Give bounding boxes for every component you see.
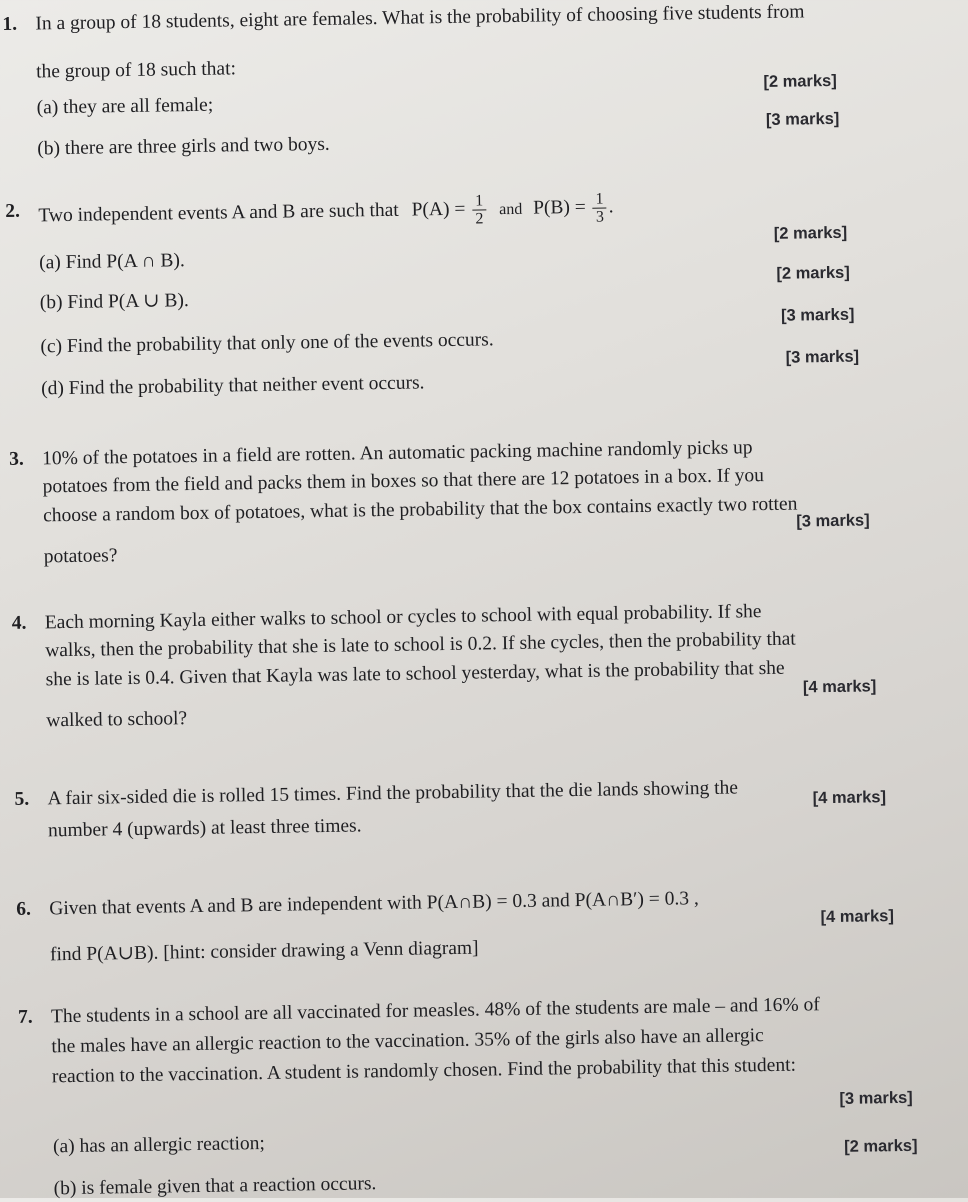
- question-text: she is late is 0.4. Given that Kayla was late to school yesterday, what is the probability that she: [45, 657, 785, 691]
- question-number: 5.: [14, 788, 30, 810]
- part-d: (d) Find the probability that neither event occurs.: [40, 372, 425, 400]
- marks-label: [3 marks]: [796, 511, 870, 531]
- marks-label: [2 marks]: [763, 71, 837, 92]
- question-number: 3.: [9, 448, 25, 470]
- question-text: The students in a school are all vaccinated for measles. 48% of the students are male – and 16% of: [50, 994, 820, 1028]
- question-text: the males have an allergic reaction to the vaccination. 35% of the girls also have an allergic: [51, 1025, 764, 1058]
- part-b: (b) Find P(A ∪ B).: [39, 290, 189, 314]
- denominator: 2: [475, 210, 484, 228]
- question-text: Two independent events A and B are such that P(A) = $\frac{1}{2}$ and P(B) = $\frac{1}{3}$ .: [38, 190, 614, 228]
- numerator: 1: [592, 190, 606, 208]
- fraction-one-half: [472, 192, 487, 227]
- question-text: reaction to the vaccination. A student is randomly chosen. Find the probability that this student:: [51, 1054, 797, 1088]
- marks-label: [3 marks]: [785, 347, 860, 367]
- marks-label: [2 marks]: [776, 263, 850, 283]
- marks-label: [2 marks]: [843, 1136, 918, 1156]
- question-number: 1.: [2, 13, 18, 35]
- question-number: 6.: [16, 898, 32, 920]
- marks-label: [4 marks]: [802, 677, 877, 697]
- marks-label: [3 marks]: [780, 305, 855, 325]
- question-text: Given that events A and B are independent with P(A∩B) = 0.3 and P(A∩B′) = 0.3 ,: [49, 888, 699, 920]
- pb-label: P(B) =: [532, 196, 587, 219]
- question-text: In a group of 18 students, eight are females. What is the probability of choosing five students from: [35, 1, 805, 35]
- marks-label: [4 marks]: [812, 788, 887, 808]
- marks-label: [2 marks]: [773, 223, 848, 243]
- intro-text: Two independent events A and B are such that: [38, 199, 399, 227]
- part-b: (b) there are three girls and two boys.: [37, 133, 330, 160]
- marks-label: [3 marks]: [765, 109, 840, 129]
- question-text: walks, then the probability that she is late to school is 0.2. If she cycles, then the probability that: [45, 628, 796, 662]
- denominator: 3: [595, 208, 605, 226]
- question-text: find P(A∪B). [hint: consider drawing a Venn diagram]: [49, 937, 479, 966]
- question-text: the group of 18 such that:: [35, 58, 237, 83]
- part-a: (a) Find P(A ∩ B).: [38, 250, 186, 274]
- question-text: potatoes?: [43, 545, 118, 568]
- question-text: walked to school?: [46, 708, 188, 732]
- part-a: (a) has an allergic reaction;: [52, 1132, 266, 1158]
- question-text: choose a random box of potatoes, what is the probability that the box contains exactly two rotten: [42, 493, 798, 527]
- part-a: (a) they are all female;: [36, 94, 214, 119]
- part-c: (c) Find the probability that only one of the events occurs.: [40, 329, 494, 358]
- question-number: 7.: [17, 1006, 33, 1028]
- and-text: and: [499, 200, 523, 219]
- part-b: (b) is female given that a reaction occurs.: [53, 1173, 377, 1200]
- question-number: 4.: [11, 612, 27, 634]
- pa-label: P(A) =: [411, 198, 466, 221]
- question-number: 2.: [5, 200, 21, 222]
- numerator: 1: [472, 192, 486, 210]
- question-text: A fair six-sided die is rolled 15 times. Find the probability that the die lands showing the: [47, 777, 739, 810]
- marks-label: [4 marks]: [820, 907, 895, 927]
- question-text: Each morning Kayla either walks to school or cycles to school with equal probability. If she: [44, 601, 762, 634]
- question-text: potatoes from the field and packs them in boxes so that there are 12 potatoes in a box. If you: [42, 465, 765, 498]
- fraction-one-third: [592, 190, 607, 225]
- marks-label: [3 marks]: [839, 1088, 913, 1108]
- question-text: number 4 (upwards) at least three times.: [47, 815, 362, 842]
- question-text: 10% of the potatoes in a field are rotten. An automatic packing machine randomly picks up: [42, 437, 753, 470]
